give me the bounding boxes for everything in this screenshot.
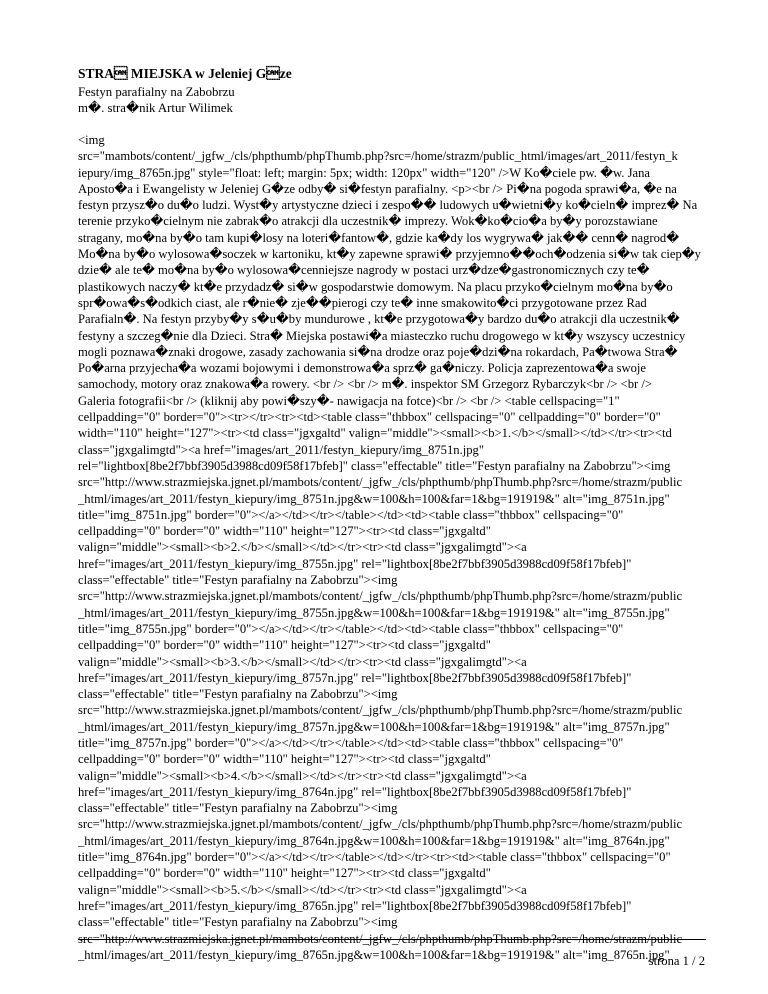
article-body bbox=[78, 132, 706, 963]
body-line: src="http://www.strazmiejska.jgnet.pl/mambots/content/_jgfw_/cls/phpthumb/phpThumb.php?src=/home/strazm/public bbox=[78, 475, 683, 490]
body-line: href="images/art_2011/festyn_kiepury/img_8757n.jpg" rel="lightbox[8be2f7bbf3905d3988cd09f58f17bfeb]" bbox=[78, 670, 632, 685]
body-line: title="img_8755n.jpg" border="0"></a></td></tr></table></td><td><table class="thbbox" cellspacing="0" bbox=[78, 621, 624, 636]
body-line: cellpadding="0" border="0"><tr></tr><tr><td><table class="thbbox" cellspacing="0" cellpadding="0" border="0" bbox=[78, 410, 661, 425]
body-line: src="http://www.strazmiejska.jgnet.pl/mambots/content/_jgfw_/cls/phpthumb/phpThumb.php?src=/home/strazm/public bbox=[78, 817, 683, 832]
body-line: cellpadding="0" border="0" width="110" height="127"><tr><td class="jgxgaltd" bbox=[78, 638, 491, 653]
article-title: Festyn parafialny na Zabobrzu bbox=[78, 85, 235, 99]
body-line: _html/images/art_2011/festyn_kiepury/img_8757n.jpg&w=100&h=100&far=1&bg=191919&" alt="img_8757n.jpg" bbox=[78, 719, 670, 734]
body-line: cellpadding="0" border="0" width="110" height="127"><tr><td class="jgxgaltd" bbox=[78, 866, 491, 881]
body-line: cellpadding="0" border="0" width="110" height="127"><tr><td class="jgxgaltd" bbox=[78, 524, 491, 539]
body-line: cellpadding="0" border="0" width="110" height="127"><tr><td class="jgxgaltd" bbox=[78, 752, 491, 767]
body-line: spr�owa�s�odkich ciast, ale r�nie� zje��pierogi czy te� inne smakowito�ci przygotowane przez Rad bbox=[78, 295, 647, 310]
body-line: class="effectable" title="Festyn parafialny na Zabobrzu"><img bbox=[78, 573, 398, 588]
body-line: terenie przyko�cielnym nie zabrak�o atrakcji dla uczestnik� imprezy. Wok�ko�cio�a by�y porozstawiane bbox=[78, 214, 658, 229]
body-line: width="110" height="127"><tr><td class="jgxgaltd" valign="middle"><small><b>1.</b></small></td></tr><tr><td bbox=[78, 426, 672, 441]
body-line: iepury/img_8765n.jpg" style="float: left; margin: 5px; width: 120px" width="120" />W Ko�ciele pw. �w. Jana bbox=[78, 165, 650, 180]
page-number: strona 1 / 2 bbox=[648, 954, 705, 968]
body-line: valign="middle"><small><b>3.</b></small></td></tr><tr><td class="jgxgalimgtd"><a bbox=[78, 654, 527, 669]
footer-divider bbox=[78, 939, 706, 940]
body-line: src="mambots/content/_jgfw_/cls/phpthumb/phpThumb.php?src=/home/strazm/public_html/images/art_2011/festyn_k bbox=[78, 149, 678, 164]
body-line: Mo�na by�o wylosowa�soczek w kartoniku, kt�y zapewne sprawi� przyjemno��och�odzenia si�w tak ciep�y bbox=[78, 247, 701, 262]
body-line: title="img_8751n.jpg" border="0"></a></td></tr></table></td><td><table class="thbbox" cellspacing="0" bbox=[78, 507, 624, 522]
body-line: festyn przysz�o du�o ludzi. Wyst�y artystyczne dzieci i zespo�� ludowych u�wietni�y ko�cieln� imprez� Na bbox=[78, 198, 698, 213]
body-line: mogli poznawa�znaki drogowe, zasady zachowania si�na drodze oraz poje�dzi�na rokardach, Pa�twowa Stra� bbox=[78, 344, 678, 359]
body-line: valign="middle"><small><b>2.</b></small></td></tr><tr><td class="jgxgalimgtd"><a bbox=[78, 540, 527, 555]
body-line: href="images/art_2011/festyn_kiepury/img_8765n.jpg" rel="lightbox[8be2f7bbf3905d3988cd09f58f17bfeb]" bbox=[78, 898, 632, 913]
body-line: title="img_8764n.jpg" border="0"></a></td></tr></table></td></tr><tr><td><table class="thbbox" cellspacing="0" bbox=[78, 850, 671, 865]
body-line: _html/images/art_2011/festyn_kiepury/img_8765n.jpg&w=100&h=100&far=1&bg=191919&" alt="img_8765n.jpg" bbox=[78, 947, 670, 962]
body-line: href="images/art_2011/festyn_kiepury/img_8755n.jpg" rel="lightbox[8be2f7bbf3905d3988cd09f58f17bfeb]" bbox=[78, 556, 632, 571]
body-line: title="img_8757n.jpg" border="0"></a></td></tr></table></td><td><table class="thbbox" cellspacing="0" bbox=[78, 735, 624, 750]
body-line: Po�arna przyjecha�a wozami bojowymi i demonstrowa�a sprz� ga�niczy. Policja zaprezentowa�a swoje bbox=[78, 361, 646, 376]
body-line: Galeria fotografii<br /> (kliknij aby powi�szy�- nawigacja na fotce)<br /> <br /> <table cellspacing="1" bbox=[78, 393, 620, 408]
body-line: <img bbox=[78, 133, 105, 147]
body-line: Aposto�a i Ewangelisty w Jeleniej G�ze odby� si�festyn parafialny. <p><br /> Pi�na pogoda sprawi�a, �e na bbox=[78, 181, 677, 196]
body-line: stragany, mo�na by�o tam kupi�losy na loteri�fantow�, gdzie ka�dy los wygrywa� jak�� cenn� nagrod� bbox=[78, 230, 680, 245]
body-line: Parafialn�. Na festyn przyby�y s�u�by mundurowe , kt�e przygotowa�y bardzo du�o atrakcji dla uczestnik� bbox=[78, 312, 680, 327]
body-line: valign="middle"><small><b>4.</b></small></td></tr><tr><td class="jgxgalimgtd"><a bbox=[78, 768, 527, 783]
site-title: STRA MIEJSKA w Jeleniej Gze bbox=[78, 66, 292, 81]
body-line: class="jgxgalimgtd"><a href="images/art_2011/festyn_kiepury/img_8751n.jpg" bbox=[78, 442, 484, 457]
body-line: samochody, motory oraz znakowa�a rowery. <br /> <br /> m�. inspektor SM Grzegorz Rybarczyk<br /> <br /> bbox=[78, 377, 652, 392]
body-line: src="http://www.strazmiejska.jgnet.pl/mambots/content/_jgfw_/cls/phpthumb/phpThumb.php?src=/home/strazm/public bbox=[78, 589, 683, 604]
document-page bbox=[78, 0, 706, 994]
body-line: href="images/art_2011/festyn_kiepury/img_8764n.jpg" rel="lightbox[8be2f7bbf3905d3988cd09f58f17bfeb]" bbox=[78, 784, 632, 799]
body-line: class="effectable" title="Festyn parafialny na Zabobrzu"><img bbox=[78, 801, 398, 816]
body-line: dzie� ale te� mo�na by�o wylosowa�cenniejsze nagrody w postaci urz�dze�gastronomicznych czy te� bbox=[78, 263, 650, 278]
body-line: valign="middle"><small><b>5.</b></small></td></tr><tr><td class="jgxgalimgtd"><a bbox=[78, 882, 527, 897]
body-line: src="http://www.strazmiejska.jgnet.pl/mambots/content/_jgfw_/cls/phpthumb/phpThumb.php?src=/home/strazm/public bbox=[78, 703, 683, 718]
body-line: _html/images/art_2011/festyn_kiepury/img_8764n.jpg&w=100&h=100&far=1&bg=191919&" alt="img_8764n.jpg" bbox=[78, 833, 670, 848]
body-line: festyny a szczeg�nie dla Dzieci. Stra� Miejska postawi�a miasteczko ruchu drogowego w kt�y wszyscy uczestnicy bbox=[78, 328, 686, 343]
body-line: class="effectable" title="Festyn parafialny na Zabobrzu"><img bbox=[78, 687, 398, 702]
body-line: _html/images/art_2011/festyn_kiepury/img_8755n.jpg&w=100&h=100&far=1&bg=191919&" alt="img_8755n.jpg" bbox=[78, 605, 670, 620]
body-line: class="effectable" title="Festyn parafialny na Zabobrzu"><img bbox=[78, 915, 398, 930]
body-line: plastikowych naczy� kt�e przydadz� si�w gospodarstwie domowym. Na placu przyko�cielnym mo�na by�o bbox=[78, 279, 673, 294]
article-author: m�. stra�nik Artur Wilimek bbox=[78, 101, 233, 115]
body-line: src="http://www.strazmiejska.jgnet.pl/mambots/content/_jgfw_/cls/phpthumb/phpThumb.php?src=/home/strazm/public bbox=[78, 931, 683, 946]
body-line: _html/images/art_2011/festyn_kiepury/img_8751n.jpg&w=100&h=100&far=1&bg=191919&" alt="img_8751n.jpg" bbox=[78, 491, 670, 506]
body-line: rel="lightbox[8be2f7bbf3905d3988cd09f58f17bfeb]" class="effectable" title="Festyn parafialny na Zabobrzu"><img bbox=[78, 458, 671, 473]
